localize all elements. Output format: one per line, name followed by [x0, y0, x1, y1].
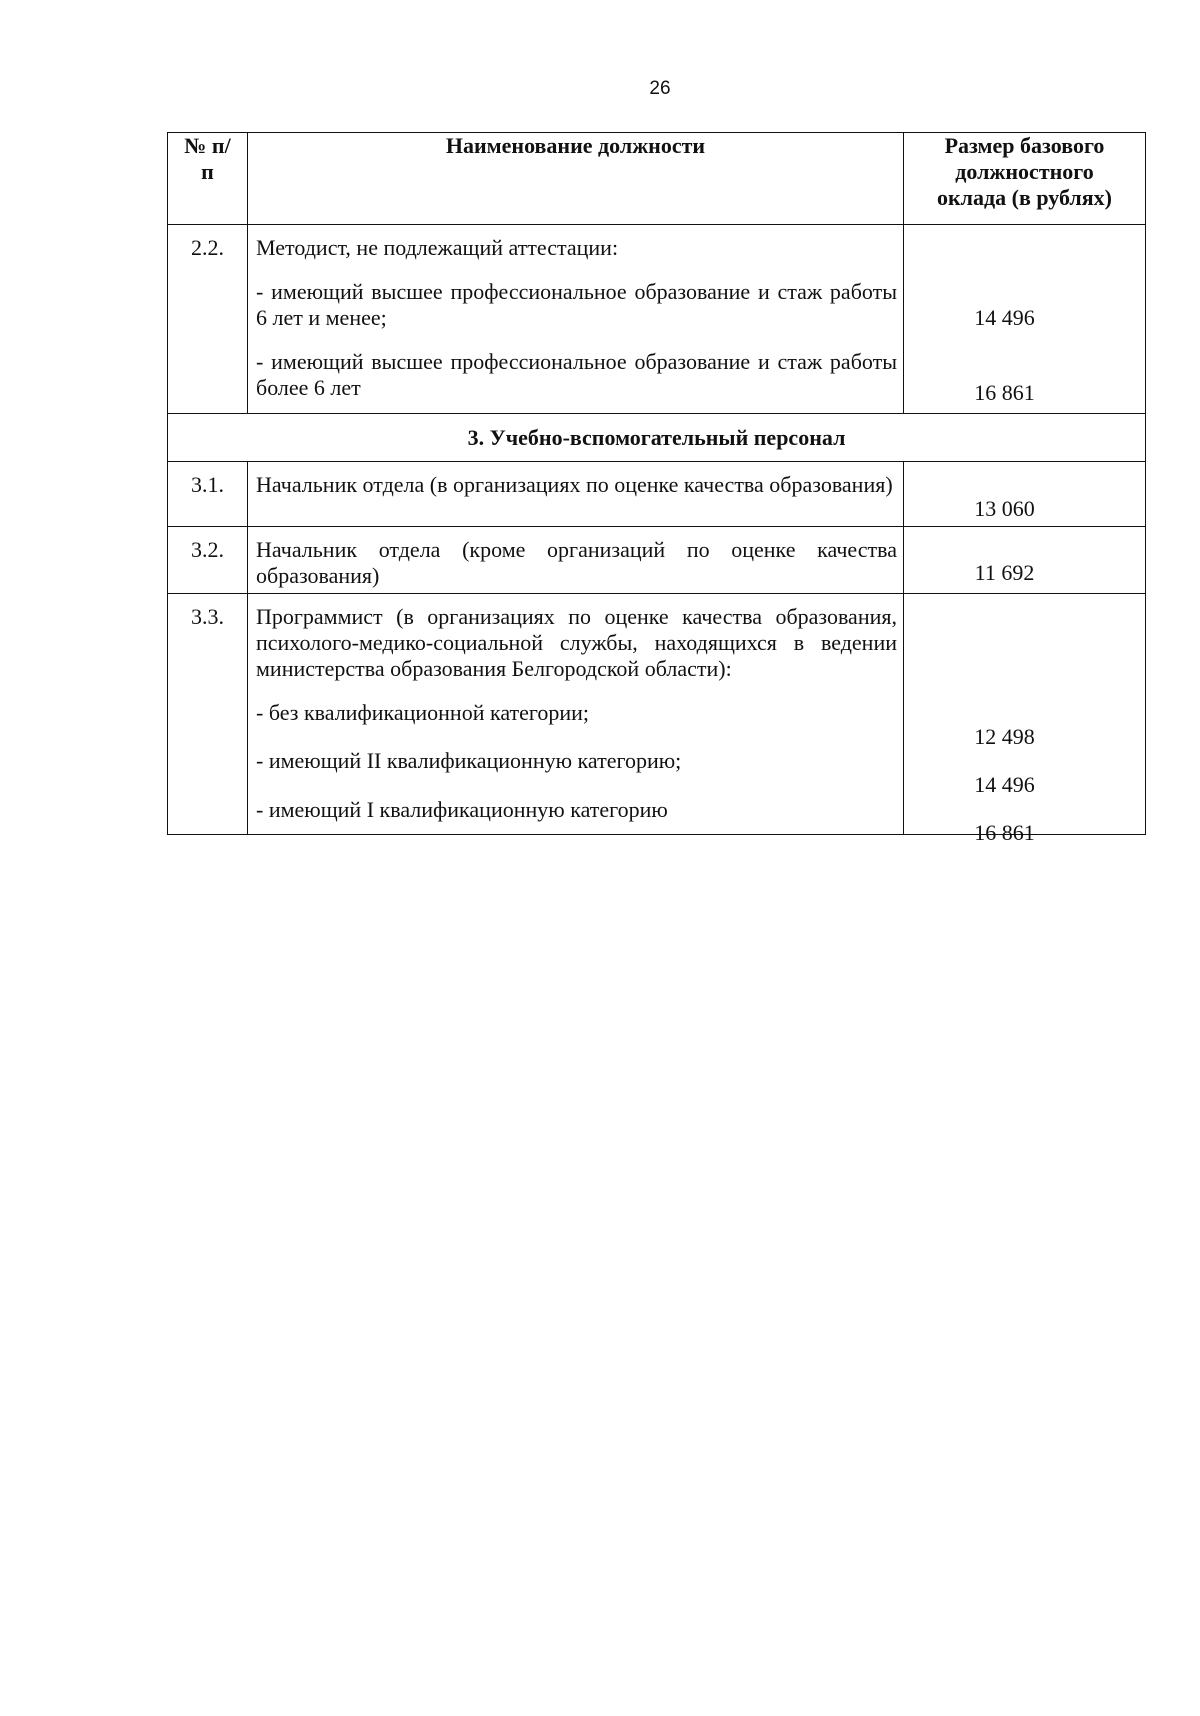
- position-subitem: - без квалификационной категории;: [256, 700, 590, 725]
- salary-cell: [904, 527, 1146, 594]
- position-name: Начальник отдела (в организациях по оценке качества образования): [248, 462, 904, 527]
- salary-value: 16 861: [974, 380, 1035, 405]
- table-header-row: [168, 133, 1146, 225]
- salary-table: [167, 132, 1146, 845]
- position-title: Программист (в организациях по оценке качества образования, психолого-медико-социальной службы, находящихся в ведении министерства образования Белгородской области):: [256, 604, 897, 681]
- salary-value: 14 496: [974, 305, 1035, 330]
- salary-value: 14 496: [974, 772, 1035, 797]
- table-row: [168, 225, 1146, 414]
- position-name: Начальник отдела (кроме организаций по оценке качества образования): [248, 527, 904, 594]
- header-number: № п/п: [168, 133, 248, 225]
- page-number: 26: [649, 78, 671, 99]
- table-row: [168, 462, 1146, 527]
- salary-value: 16 861: [974, 820, 1035, 845]
- salary-cell: [904, 462, 1146, 527]
- table-row: [168, 594, 1146, 835]
- position-subitem: - имеющий I квалификационную категорию: [256, 797, 668, 822]
- salary-value: 12 498: [974, 724, 1035, 749]
- position-name: [248, 594, 904, 835]
- position-subitem: - имеющий высшее профессиональное образование и стаж работы более 6 лет: [256, 349, 897, 400]
- section-row: [168, 414, 1146, 462]
- salary-value: 11 692: [974, 560, 1035, 585]
- position-name: [248, 225, 904, 414]
- row-number: 3.2.: [168, 527, 248, 594]
- section-title: 3. Учебно-вспомогательный персонал: [168, 414, 1146, 462]
- salary-cell: [904, 225, 1146, 414]
- row-number: 2.2.: [168, 225, 248, 414]
- position-subitem: - имеющий II квалификационную категорию;: [256, 748, 682, 773]
- header-salary: Размер базового должностного оклада (в рублях): [904, 133, 1146, 225]
- row-number: 3.3.: [168, 594, 248, 835]
- table-row: [168, 527, 1146, 594]
- salary-value: 13 060: [974, 496, 1035, 521]
- position-title: Методист, не подлежащий аттестации:: [256, 235, 619, 260]
- header-position-name: Наименование должности: [248, 133, 904, 225]
- salary-cell: [904, 594, 1146, 845]
- position-subitem: - имеющий высшее профессиональное образование и стаж работы 6 лет и менее;: [256, 279, 897, 330]
- row-number: 3.1.: [168, 462, 248, 527]
